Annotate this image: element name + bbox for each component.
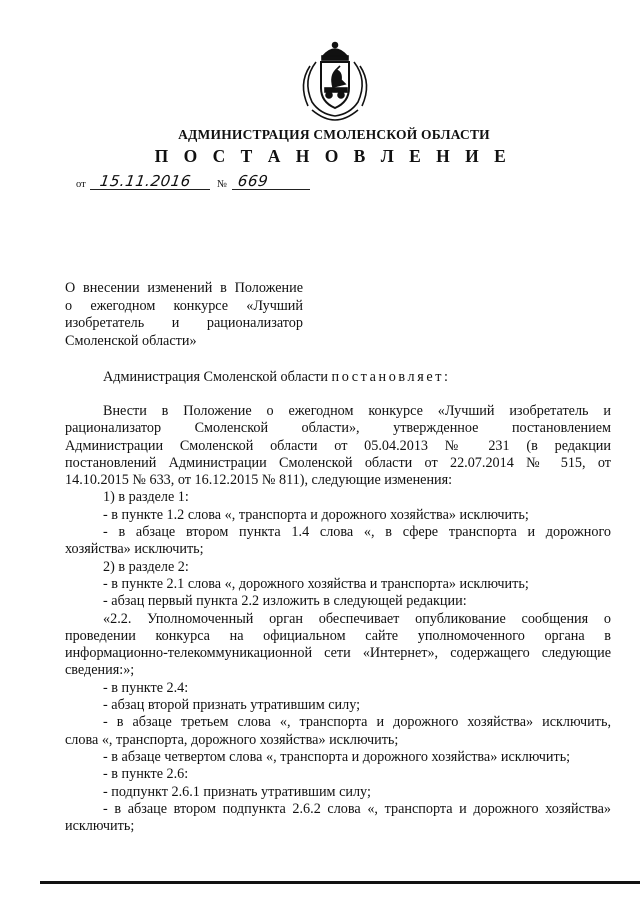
body-line: - в пункте 2.1 слова «, дорожного хозяйства и транспорта» исключить; [103, 575, 529, 592]
document-body [65, 403, 611, 835]
body-line: «2.2. Уполномоченный орган обеспечивает опубликование сообщения о [103, 610, 611, 627]
document-type-title: П О С Т А Н О В Л Е Н И Е [154, 146, 512, 166]
number-prefix: № [217, 179, 228, 190]
date-number-line [76, 172, 336, 194]
body-line: рационализатор Смоленской области», утвержденное постановлением [65, 420, 611, 437]
body-line: - в абзаце втором пункта 1.4 слова «, в сфере транспорта и дорожного [103, 524, 611, 541]
body-line: проведении конкурса на официальном сайте уполномоченного органа в [65, 627, 611, 644]
body-line: хозяйства» исключить; [65, 541, 204, 558]
body-line: - подпункт 2.6.1 признать утратившим силу; [103, 783, 371, 800]
body-line: - абзац первый пункта 2.2 изложить в следующей редакции: [103, 593, 467, 610]
number-value: 669 [236, 172, 270, 190]
date-prefix: от [76, 179, 86, 190]
document-subject [65, 280, 303, 350]
body-line: Внести в Положение о ежегодном конкурсе «Лучший изобретатель и [103, 403, 611, 419]
body-line: 2) в разделе 2: [103, 558, 189, 575]
body-line: 1) в разделе 1: [103, 489, 189, 506]
coat-of-arms-icon [296, 40, 374, 122]
body-line: слова «, транспорта, дорожного хозяйства» исключить; [65, 731, 399, 748]
body-line: - в пункте 1.2 слова «, транспорта и дорожного хозяйства» исключить; [103, 506, 529, 523]
body-line: исключить; [65, 818, 135, 835]
preamble [103, 368, 451, 386]
body-line: Администрации Смоленской области от 05.04.2013 № 231 (в редакции [65, 437, 611, 454]
body-line: постановлений Администрации Смоленской области от 22.07.2014 № 515, от [65, 454, 611, 471]
organization-name: АДМИНИСТРАЦИЯ СМОЛЕНСКОЙ ОБЛАСТИ [178, 127, 490, 142]
body-line: - в пункте 2.6: [103, 766, 189, 783]
body-line: - в пункте 2.4: [103, 679, 189, 696]
page-bottom-rule [40, 881, 640, 884]
body-line: - абзац второй признать утратившим силу; [103, 697, 361, 714]
subject-line: Смоленской области» [65, 332, 197, 349]
body-line: 14.10.2015 № 633, от 16.12.2015 № 811), следующие изменения: [65, 472, 453, 489]
body-line: - в абзаце третьем слова «, транспорта и дорожного хозяйства» исключить, [103, 714, 611, 731]
subject-line: изобретатель и рационализатор [65, 315, 303, 332]
preamble-text: Администрация Смоленской области [103, 369, 328, 385]
body-line: информационно-телекоммуникационной сети «Интернет», содержащего следующие [65, 645, 611, 662]
body-line: - в абзаце четвертом слова «, транспорта и дорожного хозяйства» исключить; [103, 748, 571, 765]
subject-line: О внесении изменений в Положение [65, 280, 303, 296]
body-line: сведения:»; [65, 662, 135, 679]
date-value: 15.11.2016 [98, 172, 193, 190]
preamble-resolves: постановляет: [331, 369, 451, 385]
subject-line: о ежегодном конкурсе «Лучший [65, 297, 303, 314]
body-line: - в абзаце втором подпункта 2.6.2 слова «, транспорта и дорожного хозяйства» [103, 800, 611, 817]
